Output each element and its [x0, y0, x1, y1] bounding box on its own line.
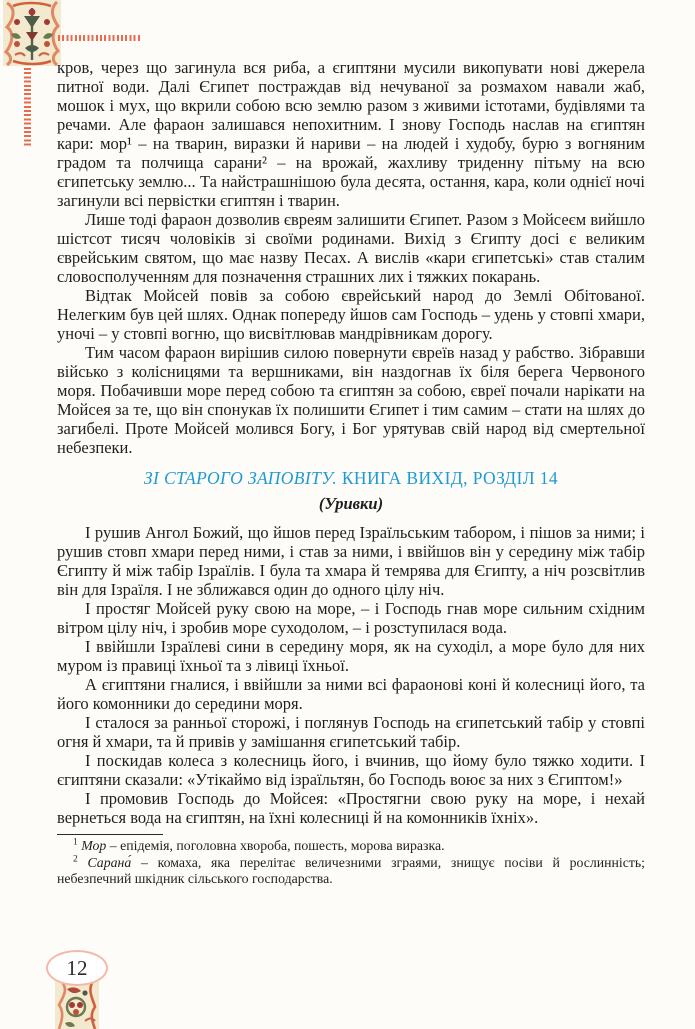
- footnote-separator: [57, 834, 163, 835]
- paragraph: Тим часом фараон вирішив силою повернути євреїв назад у рабство. Зібравши військо з колісницями та вершниками, він наздогнав їх біля берега Червоного моря. Побачивши море перед собою та єгиптян за собою, євреї почали нарікати на Мойсея за те, що він спонукав їх полишити Єгипет і тим самим – стати на шлях до загибелі. Проте Мойсей молився Богу, і Бог урятував свій народ від смертельної небезпеки.: [57, 343, 645, 457]
- footnote-1: [57, 838, 645, 855]
- paragraph: Відтак Мойсей повів за собою єврейський народ до Землі Обітованої. Нелегким був цей шлях. Однак попереду йшов сам Господь – удень у стовпі хмари, уночі – у стовпі вогню, що висвітлював мандрівникам дорогу.: [57, 286, 645, 343]
- heading-book-title: КНИГА ВИХІД, РОЗДІЛ 14: [341, 468, 559, 488]
- footnote-definition: – комаха, яка перелітає величезними зграями, знищує посіви й рослинність; небезпечний шкідник сільського господарства.: [57, 854, 646, 886]
- footnote-term: Мор: [81, 838, 107, 853]
- dashed-line-vertical: [24, 68, 31, 148]
- paragraph: І ввійшли Ізраїлеві сини в середину моря, як на суходіл, а море було для них муром із правиці їхньої та з лівиці їхньої.: [57, 637, 645, 675]
- section-heading: [57, 468, 645, 489]
- page-number: 12: [66, 955, 88, 980]
- heading-subtitle: (Уривки): [318, 494, 384, 513]
- heading-source-label: ЗІ СТАРОГО ЗАПОВІТУ.: [143, 468, 338, 488]
- paragraph: кров, через що загинула вся риба, а єгиптяни мусили викопувати нові джерела питної води. Далі Єгипет постраждав від нечуваної за розмахом навали жаб, мошок і мух, що вкрили собою всю землю разом з живими істотами, будівлями та речами. Але фараон залишався непохитним. І знову Господь наслав на єгиптян кари: мор¹ – на тварин, виразки й нариви – на людей і худобу, бурю з вогняним градом та полчища сарани² – на врожай, жахливу триденну пітьму на всю єгипетську землю... Та найстрашнішою була десята, остання, кара, коли однієї ночі загинули всі первістки єгиптян і тварин.: [57, 58, 645, 210]
- excerpt-section: [57, 523, 645, 827]
- footnote-marker: 2: [73, 853, 78, 864]
- paragraph: І сталося за ранньої сторожі, і поглянув Господь на єгипетський табір у стовпі огня й хмари, та й привів у замішання єгипетський табір.: [57, 713, 645, 751]
- intro-section: [57, 58, 645, 457]
- paragraph: Лише тоді фараон дозволив євреям залишити Єгипет. Разом з Мойсеєм вийшло шістсот тисяч чоловіків зі своїми родинами. Вихід з Єгипту досі є великим єврейським святом, що має назву Песах. А вислів «кари єгипетські» став сталим словосполученням для позначення страшних лих і тяжких покарань.: [57, 210, 645, 286]
- paragraph: І рушив Ангол Божий, що йшов перед Ізраїльським табором, і пішов за ними; і рушив стовп хмари перед ними, і став за ними, і ввійшов він у середину між табір Єгипту й між табір Ізраїлів. І була та хмара й темрява для Єгипту, а ніч розсвітлив він для Ізраїля. І не зближався один до одного цілу ніч.: [57, 523, 645, 599]
- paragraph: І простяг Мойсей руку свою на море, – і Господь гнав море сильним східним вітром цілу ніч, і зробив море суходолом, – і розступилася вода.: [57, 599, 645, 637]
- folk-floral-bottom-ornament-icon: [55, 981, 99, 1029]
- dashed-line-horizontal: [58, 35, 140, 41]
- paragraph: І поскидав колеса з колесниць його, і вчинив, що йому було тяжко ходити. І єгиптяни сказали: «Утікаймо від ізраїльтян, бо Господь воює за них з Єгиптом!»: [57, 751, 645, 789]
- page-number-badge: [46, 950, 108, 986]
- footnote-definition: – епідемія, поголовна хвороба, пошесть, морова виразка.: [109, 838, 445, 853]
- footnotes-block: [57, 834, 645, 888]
- footnote-2: [57, 855, 645, 888]
- paragraph: І промовив Господь до Мойсея: «Простягни свою руку на море, і нехай вернеться вода на єгиптян, на їхні колесниці й на комонників їхніх».: [57, 789, 645, 827]
- footnote-term: Сарана́: [87, 854, 132, 870]
- paragraph: А єгиптяни гналися, і ввійшли за ними всі фараонові коні й колесниці його, та його комонники до середини моря.: [57, 675, 645, 713]
- footnote-marker: 1: [73, 837, 78, 848]
